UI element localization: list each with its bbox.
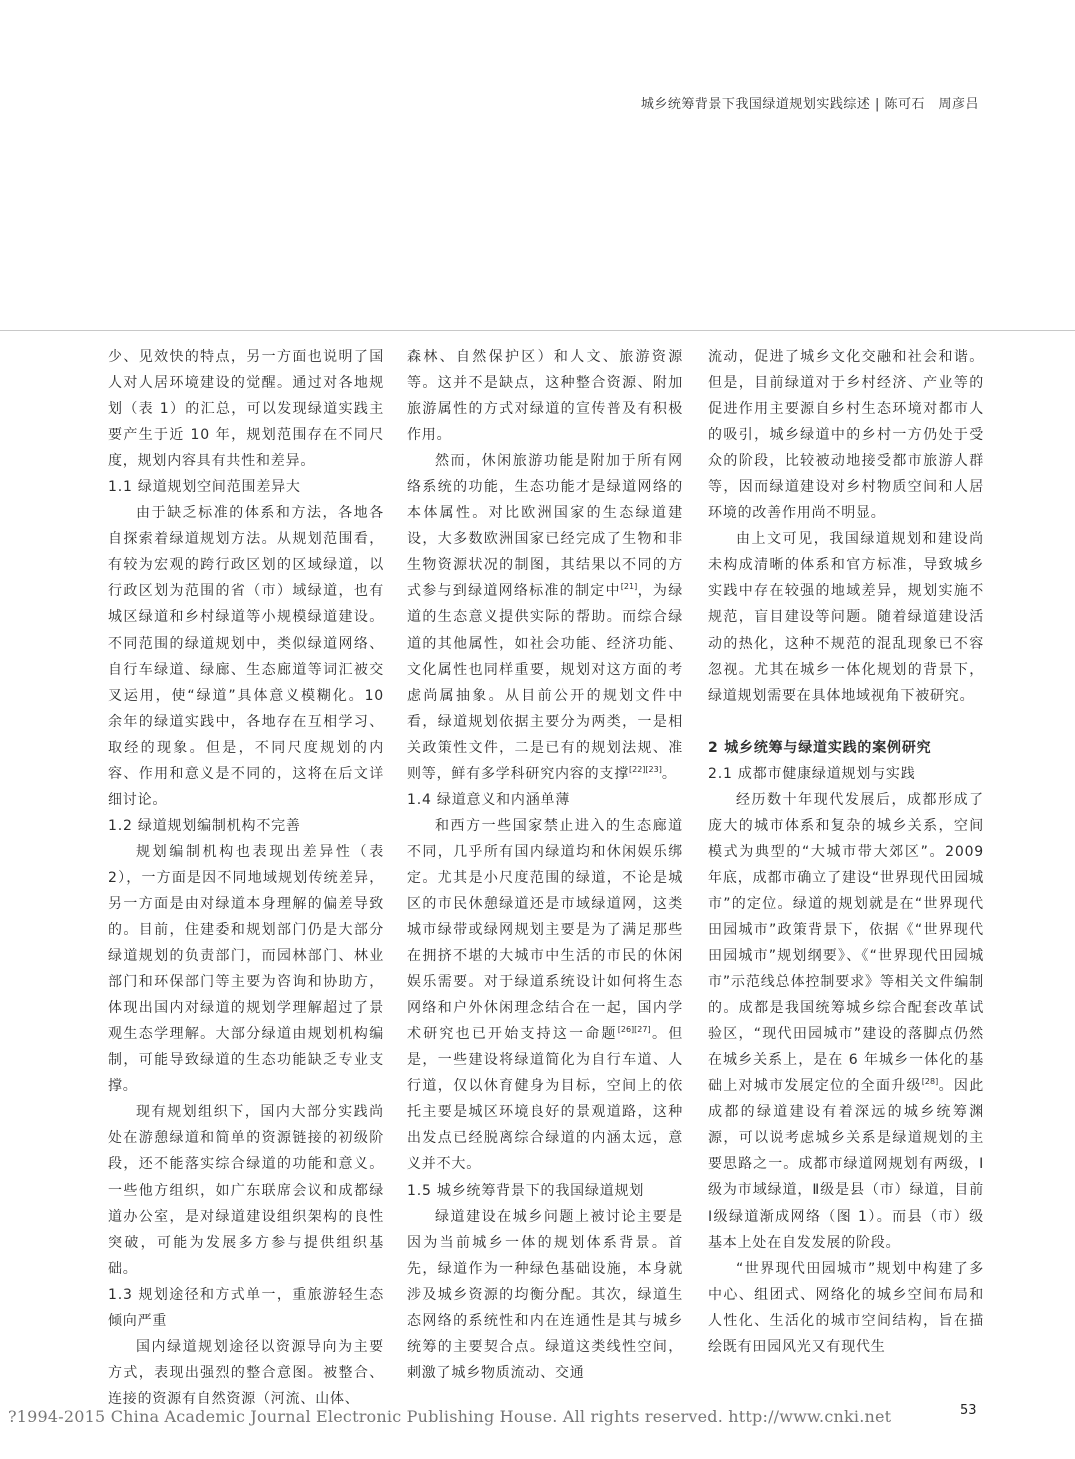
page-number: 53 [960,1403,977,1418]
text-run: 和西方一些国家禁止进入的生态廊道不同，几乎所有国内绿道均和休闲娱乐绑定。尤其是小尺度范围的绿道，不论是城区的市民休憩绿道还是市域绿道网，这类城市绿带或绿网规划主要是为了满足那些在拥挤不堪的大城市中生活的市民的休闲娱乐需要。对于绿道系统设计如何将生态网络和户外休闲理念结合在一起，国内学术研究也已开始支持这一命题 [407,817,683,1043]
section-heading-1-3: 1.3 规划途径和方式单一，重旅游轻生态倾向严重 [108,1286,384,1329]
section-heading-1-5: 1.5 城乡统筹背景下的我国绿道规划 [407,1182,645,1199]
citation: [22][23] [629,764,662,774]
section-spacer [708,709,984,735]
column-3 [708,344,984,1360]
section-heading-2: 2 城乡统筹与绿道实践的案例研究 [708,739,932,756]
text-run: ，为绿道的生态意义提供实际的帮助。而综合绿道的其他属性，如社会功能、经济功能、文化属性也同样重要，规划对这方面的考虑尚属抽象。从目前公开的规划文件中看，绿道规划依据主要分为两类，一是相关政策性文件，二是已有的规划法规、准则等，鲜有多学科研究内容的支撑 [407,583,683,782]
paragraph [407,813,683,1178]
text-run: 。因此成都的绿道建设有着深远的城乡统筹渊源，可以说考虑城乡关系是绿道规划的主要思路之一。成都市绿道网规划有两级，Ⅰ级为市域绿道，Ⅱ级是县（市）绿道，目前Ⅰ级绿道渐成网络（图 1）。而县（市）级基本上处在自发发展的阶段。 [708,1078,984,1251]
paragraph [407,448,683,787]
column-1 [108,344,384,1412]
column-2 [407,344,683,1386]
section-heading-1-2: 1.2 绿道规划编制机构不完善 [108,817,301,834]
paragraph: “世界现代田园城市”规划中构建了多中心、组团式、网络化的城乡空间布局和人性化、生活化的城市空间结构，旨在描绘既有田园风光又有现代生 [708,1260,984,1355]
paragraph: 国内绿道规划途径以资源导向为主要方式，表现出强烈的整合意图。被整合、连接的资源有自然资源（河流、山体、 [108,1338,384,1407]
running-title: 城乡统筹背景下我国绿道规划实践综述 | 陈可石 周彦吕 [640,97,979,112]
header-rule [0,330,1075,331]
paragraph: 森林、自然保护区）和人文、旅游资源等。这并不是缺点，这种整合资源、附加旅游属性的方式对绿道的宣传普及有积极作用。 [407,349,683,444]
text-run: 然而，休闲旅游功能是附加于所有网络系统的功能，生态功能才是绿道网络的本体属性。对比欧洲国家的生态绿道建设，大多数欧洲国家已经完成了生物和非生物资源状况的制图，其结果以不同的方式参与到绿道网络标准的制定中 [407,453,683,600]
paragraph: 规划编制机构也表现出差异性（表 2），一方面是因不同地域规划传统差异，另一方面是由对绿道本身理解的偏差导致的。目前，住建委和规划部门仍是大部分绿道规划的负责部门，而园林部门、林业部门和环保部门等主要为咨询和协助方，体现出国内对绿道的规划学理解超过了景观生态学理解。大部分绿道由规划机构编制，可能导致绿道的生态功能缺乏专业支撑。 [108,843,384,1095]
copyright-notice: ?1994-2015 China Academic Journal Electronic Publishing House. All rights reserved. http://www.cnki.net [8,1407,892,1426]
text-run: 。但是，一些建设将绿道简化为自行车道、人行道，仅以休育健身为目标，空间上的依托主要是城区环境良好的景观道路，这种出发点已经脱离综合绿道的内涵太远，意义并不大。 [407,1026,683,1173]
paragraph: 流动，促进了城乡文化交融和社会和谐。但是，目前绿道对于乡村经济、产业等的促进作用主要源自乡村生态环境对都市人的吸引，城乡绿道中的乡村一方仍处于受众的阶段，比较被动地接受都市旅游人群等，因而绿道建设对乡村物质空间和人居环境的改善作用尚不明显。 [708,349,984,522]
section-heading-1-4: 1.4 绿道意义和内涵单薄 [407,791,571,808]
citation: [26][27] [617,1025,651,1035]
citation: [21] [620,582,638,592]
paragraph: 绿道建设在城乡问题上被讨论主要是因为当前城乡一体的规划体系背景。首先，绿道作为一种绿色基础设施，本身就涉及城乡资源的均衡分配。其次，绿道生态网络的系统性和内在连通性是其与城乡统筹的主要契合点。绿道这类线性空间，刺激了城乡物质流动、交通 [407,1208,683,1381]
paragraph: 由于缺乏标准的体系和方法，各地各自探索着绿道规划方法。从规划范围看，有较为宏观的跨行政区划的区域绿道，以行政区划为范围的省（市）域绿道，也有城区绿道和乡村绿道等小规模绿道建设。不同范围的绿道规划中，类似绿道网络、自行车绿道、绿廊、生态廊道等词汇被交叉运用，使“绿道”具体意义模糊化。10 余年的绿道实践中，各地存在互相学习、取经的现象。但是，不同尺度规划的内容、作用和意义是不同的，这将在后文详细讨论。 [108,505,384,808]
citation: [28] [921,1077,939,1087]
paragraph [708,787,984,1256]
paragraph: 由上文可见，我国绿道规划和建设尚未构成清晰的体系和官方标准，导致城乡实践中存在较强的地域差异，规划实施不规范，盲目建设等问题。随着绿道建设活动的热化，这种不规范的混乱现象已不容忽视。尤其在城乡一体化规划的背景下，绿道规划需要在具体地域视角下被研究。 [708,531,984,704]
text-run: 。 [661,765,677,782]
paragraph: 现有规划组织下，国内大部分实践尚处在游憩绿道和简单的资源链接的初级阶段，还不能落实综合绿道的功能和意义。一些他方组织，如广东联席会议和成都绿道办公室，是对绿道建设组织架构的良性突破，可能为发展多方参与提供组织基础。 [108,1104,384,1277]
section-heading-1-1: 1.1 绿道规划空间范围差异大 [108,479,301,496]
paragraph: 少、见效快的特点，另一方面也说明了国人对人居环境建设的觉醒。通过对各地规划（表 1）的汇总，可以发现绿道实践主要产生于近 10 年，规划范围存在不同尺度，规划内容具有共性和差异。 [108,349,384,470]
section-heading-2-1: 2.1 成都市健康绿道规划与实践 [708,765,916,782]
text-run: 经历数十年现代发展后，成都形成了庞大的城市体系和复杂的城乡关系，空间模式为典型的“大城市带大郊区”。2009 年底，成都市确立了建设“世界现代田园城市”的定位。绿道的规划就是在“世界现代田园城市”政策背景下，依据《“世界现代田园城市”规划纲要》、《“世界现代田园城市”示范线总体控制要求》等相关文件编制的。成都是我国统筹城乡综合配套改革试验区，“现代田园城市”建设的落脚点仍然在城乡关系上，是在 6 年城乡一体化的基础上对城市发展定位的全面升级 [708,791,984,1095]
